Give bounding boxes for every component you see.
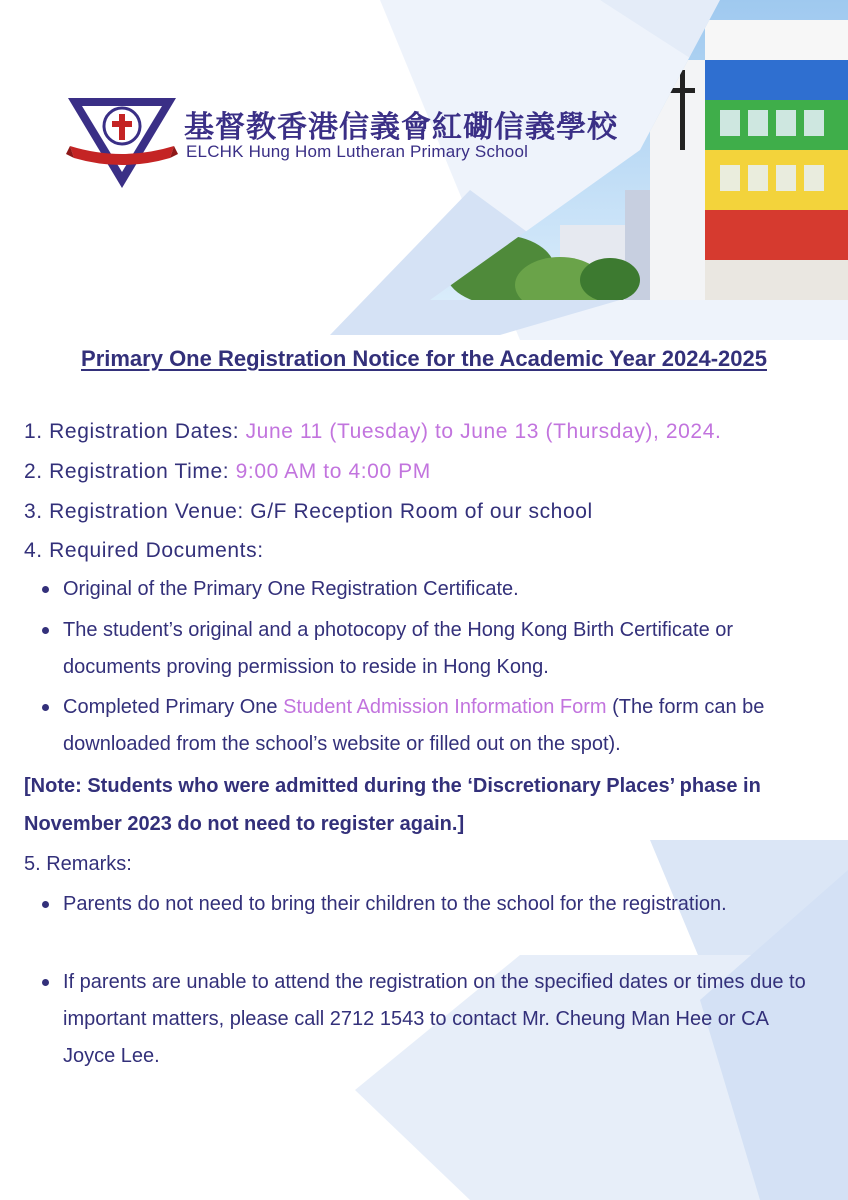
school-name-english: ELCHK Hung Hom Lutheran Primary School — [186, 142, 529, 161]
remark-bullet-contact — [42, 964, 822, 1075]
item-label: 1. Registration Dates: — [24, 420, 246, 443]
document-bullet-certificate — [42, 571, 822, 608]
document-bullet-admission-form — [42, 689, 822, 763]
bullet-text-before: Completed Primary One — [63, 696, 284, 718]
item-value-highlight: June 11 (Tuesday) to June 13 (Thursday), 2024. — [245, 420, 722, 443]
bullet-dot-icon — [42, 627, 49, 634]
discretionary-places-note: [Note: Students who were admitted during the ‘Discretionary Places’ phase in November 2023 do not need to register again.] — [24, 775, 761, 835]
bullet-dot-icon — [42, 586, 49, 593]
bullet-text: Parents do not need to bring their children to the school for the registration. — [63, 893, 727, 915]
bullet-dot-icon — [42, 704, 49, 711]
bullet-dot-icon — [42, 979, 49, 986]
item-label: 2. Registration Time: — [24, 460, 236, 483]
item-registration-venue — [24, 500, 593, 524]
item-label: 4. Required Documents: — [24, 539, 264, 562]
bullet-text — [63, 689, 822, 763]
item-label: 3. Registration Venue: G/F Reception Room of our school — [24, 500, 593, 523]
bullet-text: Original of the Primary One Registration Certificate. — [63, 578, 519, 600]
item-required-documents — [24, 539, 264, 563]
remark-bullet-no-children — [42, 886, 822, 923]
bullet-text: If parents are unable to attend the registration on the specified dates or times due to important matters, please call 2712 1543 to contact Mr. Cheung Man Hee or CA Joyce Lee. — [63, 971, 806, 1067]
school-name-chinese: 基督教香港信義會紅磡信義學校 — [184, 110, 618, 145]
bullet-text: The student’s original and a photocopy of the Hong Kong Birth Certificate or documents proving permission to reside in Hong Kong. — [63, 619, 734, 678]
bullet-text-after: (The form can be downloaded from the school’s website or filled out on the spot). — [63, 696, 765, 755]
admission-form-link[interactable]: Student Admission Information Form — [283, 696, 607, 718]
remarks-heading: 5. Remarks: — [24, 853, 132, 875]
item-registration-time — [24, 460, 431, 484]
bullet-dot-icon — [42, 901, 49, 908]
notice-title: Primary One Registration Notice for the Academic Year 2024-2025 — [81, 346, 767, 371]
item-value-highlight: 9:00 AM to 4:00 PM — [235, 460, 431, 483]
item-registration-dates — [24, 420, 721, 444]
document-bullet-birth-certificate — [42, 612, 822, 686]
